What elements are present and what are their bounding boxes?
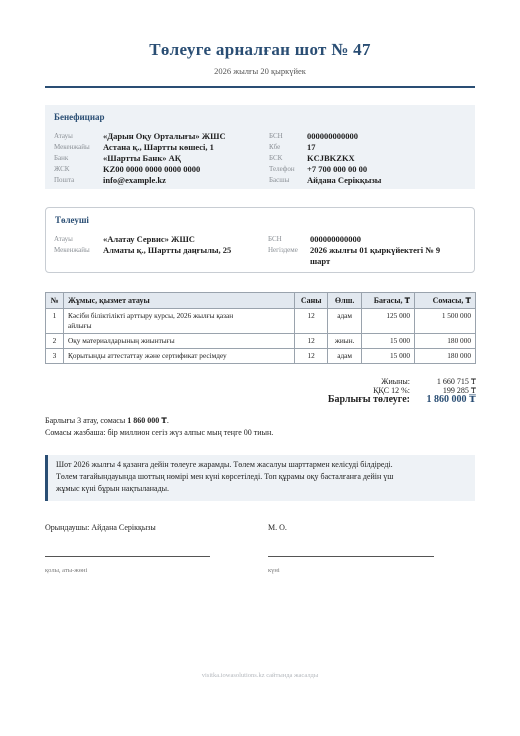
beneficiary-address-label: Мекенжайы xyxy=(54,143,90,151)
table-row xyxy=(46,334,476,349)
executor-label: Орындаушы: Айдана Серікқызы xyxy=(45,523,156,532)
date-caption: күні xyxy=(268,567,280,574)
subtotal-label: Жиыны: xyxy=(381,377,410,386)
payer-bin-label: БСН xyxy=(268,235,282,243)
payer-panel xyxy=(45,207,475,273)
beneficiary-bic-label: БСК xyxy=(269,154,283,162)
table-row xyxy=(46,309,476,334)
grand-total-label: Барлығы төлеуге: xyxy=(327,394,410,405)
payer-heading: Төлеуші xyxy=(55,215,89,225)
payer-name-value: «Алатау Сервис» ЖШС xyxy=(103,234,195,244)
beneficiary-kbe-value: 17 xyxy=(307,142,316,152)
row-name: Қорытынды аттестаттау және сертификат ресімдеу xyxy=(63,349,294,364)
payer-name-label: Атауы xyxy=(54,235,73,243)
row-sum: 180 000 xyxy=(415,334,476,349)
notice-line-2: Төлем тағайындауында шоттың нөмірі мен күні көрсетіледі. Топ құрамы оқу басталғанға дейін үш xyxy=(56,472,394,481)
grand-total-row xyxy=(250,395,476,407)
summary-suffix: . xyxy=(166,416,169,425)
beneficiary-bank-value: «Шартты Банк» АҚ xyxy=(103,153,181,163)
grand-total-value: 1 860 000 ₸ xyxy=(426,394,476,405)
row-qty: 12 xyxy=(295,349,328,364)
row-unit: жиын. xyxy=(328,334,362,349)
row-name: Оқу материалдарының жиынтығы xyxy=(63,334,294,349)
footer-credit: visitka.iowasolutions.kz сайтында жасалды xyxy=(201,672,319,679)
column-header-price: Бағасы, ₸ xyxy=(362,293,415,309)
column-header-unit: Өлш. xyxy=(328,293,362,309)
row-qty: 12 xyxy=(295,334,328,349)
row-number: 3 xyxy=(46,349,64,364)
row-price: 15 000 xyxy=(362,349,415,364)
summary-line-1 xyxy=(45,415,169,427)
row-number: 2 xyxy=(46,334,64,349)
beneficiary-bin-label: БСН xyxy=(269,132,283,140)
row-sum: 180 000 xyxy=(415,349,476,364)
beneficiary-email-label: Пошта xyxy=(54,176,75,184)
vat-label: ҚҚС 12 %: xyxy=(373,386,410,395)
summary-prefix: Барлығы 3 атау, сомасы xyxy=(45,416,128,425)
row-unit: адам xyxy=(328,349,362,364)
notice-line-3: жұмыс күні бұрын нақтыланады. xyxy=(56,484,170,493)
summary-amount: 1 860 000 ₸ xyxy=(127,416,167,425)
beneficiary-email-value: info@example.kz xyxy=(103,175,166,185)
payer-basis-value-line1: 2026 жылғы 01 қыркүйектегі № 9 xyxy=(310,245,441,255)
beneficiary-name-value: «Дарын Оқу Орталығы» ЖШС xyxy=(103,131,226,141)
header-divider xyxy=(45,86,475,88)
beneficiary-director-value: Айдана Серікқызы xyxy=(307,175,382,185)
column-header-number: № xyxy=(46,293,64,309)
payer-basis-label: Негіздеме xyxy=(268,246,298,254)
date-line xyxy=(268,556,434,557)
table-header-row xyxy=(46,293,476,309)
payer-address-value: Алматы қ., Шартты даңғылы, 25 xyxy=(103,245,232,255)
payer-bin-value: 000000000000 xyxy=(310,234,361,244)
row-name xyxy=(63,309,294,334)
beneficiary-bic-value: KCJBKZKX xyxy=(307,153,355,163)
signature-line xyxy=(45,556,210,557)
beneficiary-address-value: Астана қ., Шартты көшесі, 1 xyxy=(103,142,214,152)
beneficiary-phone-label: Телефон xyxy=(269,165,295,173)
row-price: 15 000 xyxy=(362,334,415,349)
beneficiary-bank-label: Банк xyxy=(54,154,69,162)
row-price: 125 000 xyxy=(362,309,415,334)
column-header-name: Жұмыс, қызмет атауы xyxy=(63,293,294,309)
subtotal-value: 1 660 715 ₸ xyxy=(436,377,476,386)
beneficiary-bin-value: 000000000000 xyxy=(307,131,358,141)
beneficiary-phone-value: +7 700 000 00 00 xyxy=(307,164,368,174)
signature-caption: қолы, аты-жөні xyxy=(45,567,88,574)
invoice-title: Төлеуге арналған шот № 47 xyxy=(149,40,371,59)
table-row xyxy=(46,349,476,364)
stamp-label: М. О. xyxy=(268,523,287,532)
items-table xyxy=(45,292,476,364)
beneficiary-name-label: Атауы xyxy=(54,132,73,140)
row-name-line2: айлығы xyxy=(67,321,92,330)
vat-value: 199 285 ₸ xyxy=(442,386,476,395)
invoice-date: 2026 жылғы 20 қыркүйек xyxy=(214,66,306,76)
row-number: 1 xyxy=(46,309,64,334)
row-unit: адам xyxy=(328,309,362,334)
payment-notice xyxy=(45,455,475,501)
beneficiary-iban-label: ЖСК xyxy=(54,165,70,173)
column-header-qty: Саны xyxy=(295,293,328,309)
payer-address-label: Мекенжайы xyxy=(54,246,90,254)
summary-amount-in-words: Сомасы жазбаша: бір миллион сегіз жүз алпыс мың теңге 00 тиын. xyxy=(45,428,274,437)
notice-line-1: Шот 2026 жылғы 4 қазанға дейін төлеуге жарамды. Төлем жасалуы шарттармен келісуді білдіреді. xyxy=(56,460,393,469)
beneficiary-director-label: Басшы xyxy=(269,176,290,184)
row-sum: 1 500 000 xyxy=(415,309,476,334)
payer-basis-value-line2: шарт xyxy=(310,256,331,266)
beneficiary-iban-value: KZ00 0000 0000 0000 0000 xyxy=(103,164,201,174)
beneficiary-panel xyxy=(45,105,475,189)
row-qty: 12 xyxy=(295,309,328,334)
beneficiary-kbe-label: Кбе xyxy=(269,143,281,151)
column-header-sum: Сомасы, ₸ xyxy=(415,293,476,309)
beneficiary-heading: Бенефициар xyxy=(54,112,105,122)
row-name-line1: Кәсіби біліктілікті арттыру курсы, 2026 жылғы қазан xyxy=(67,311,234,320)
